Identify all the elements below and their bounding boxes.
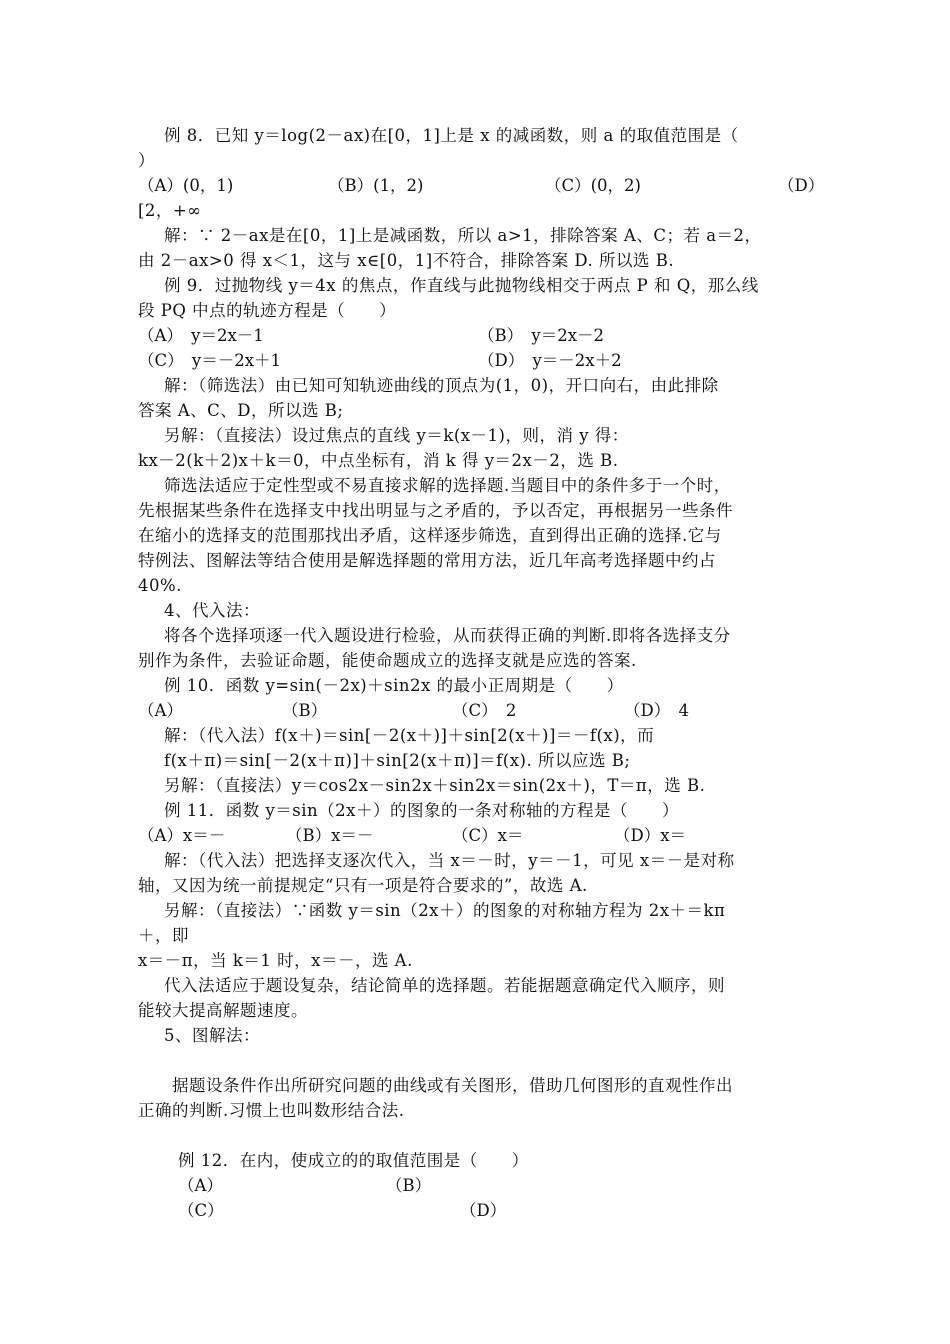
example-12-option-b: （B） bbox=[386, 1176, 432, 1195]
example-8-question-close: ） bbox=[138, 151, 155, 170]
example-11-alt-solution-2: ＋，即 bbox=[138, 926, 189, 945]
filter-method-summary-2: 先根据某些条件在选择支中找出明显与之矛盾的，予以否定，再根据另一些条件 bbox=[138, 501, 733, 520]
example-12-option-a: （A） bbox=[178, 1176, 223, 1195]
example-8-solution-2: 由 2－ax>0 得 x＜1，这与 x∈[0，1]不符合，排除答案 D. 所以选 B. bbox=[138, 251, 675, 270]
example-9-question-2: 段 PQ 中点的轨迹方程是（ ） bbox=[138, 301, 397, 320]
filter-method-summary-4: 特例法、图解法等结合使用是解选择题的常用方法，近几年高考选择题中约占 bbox=[138, 551, 716, 570]
example-8-question: 例 8．已知 y＝log(2－ax)在[0，1]上是 x 的减函数，则 a 的取值范围是（ bbox=[164, 126, 739, 145]
example-10-option-a: （A） bbox=[138, 701, 183, 720]
example-10-option-d: （D） 4 bbox=[624, 701, 689, 720]
section-heading-graphical: 5、图解法： bbox=[164, 1026, 260, 1045]
example-9-solution-2: 答案 A、C、D，所以选 B; bbox=[138, 401, 344, 420]
filter-method-summary-1: 筛选法适应于定性型或不易直接求解的选择题.当题目中的条件多于一个时， bbox=[164, 476, 731, 495]
substitution-intro-2: 别作为条件，去验证命题，能使命题成立的选择支就是应选的答案. bbox=[138, 651, 637, 670]
graphical-intro-2: 正确的判断.习惯上也叫数形结合法. bbox=[138, 1101, 405, 1120]
example-11-alt-solution-1: 另解：（直接法）∵函数 y＝sin（2x＋）的图象的对称轴方程为 2x＋＝kπ bbox=[164, 901, 726, 920]
substitution-summary-1: 代入法适应于题设复杂，结论简单的选择题。若能据题意确定代入顺序，则 bbox=[164, 976, 725, 995]
example-11-solution-2: 轴，又因为统一前提规定“只有一项是符合要求的”，故选 A. bbox=[138, 876, 588, 895]
substitution-summary-2: 能较大提高解题速度。 bbox=[138, 1001, 308, 1020]
section-heading-substitution: 4、代入法： bbox=[164, 601, 260, 620]
example-9-option-c: （C） y＝－2x＋1 bbox=[138, 351, 281, 370]
example-9-option-b: （B） y＝2x－2 bbox=[478, 326, 604, 345]
substitution-intro-1: 将各个选择项逐一代入题设进行检验，从而获得正确的判断.即将各选择支分 bbox=[164, 626, 731, 645]
example-9-option-a: （A） y＝2x－1 bbox=[138, 326, 264, 345]
example-11-alt-solution-3: x＝－π，当 k＝1 时，x＝－，选 A. bbox=[138, 951, 413, 970]
graphical-intro-1: 据题设条件作出所研究问题的曲线或有关图形，借助几何图形的直观性作出 bbox=[172, 1076, 733, 1095]
example-8-option-c: （C）(0，2) bbox=[545, 176, 641, 195]
example-8-option-d: （D） bbox=[778, 176, 825, 195]
example-8-solution-1: 解：∵ 2－ax是在[0，1]上是减函数，所以 a>1，排除答案 A、C；若 a＝2， bbox=[164, 226, 762, 245]
example-10-solution-2: f(x＋π)＝sin[－2(x＋π)]＋sin[2(x＋π)]＝f(x). 所以应选 B; bbox=[164, 751, 631, 770]
example-11-question: 例 11．函数 y＝sin（2x＋）的图象的一条对称轴的方程是（ ） bbox=[164, 801, 679, 820]
example-8-option-d-value: [2，+∞ bbox=[138, 201, 202, 220]
example-10-alt-solution: 另解：（直接法）y＝cos2x－sin2x＋sin2x＝sin(2x＋)，T＝π，选 B. bbox=[164, 776, 706, 795]
example-11-option-b: （B）x＝－ bbox=[286, 826, 374, 845]
example-11-solution-1: 解：（代入法）把选择支逐次代入，当 x＝－时，y＝－1，可见 x＝－是对称 bbox=[164, 851, 735, 870]
example-11-option-c: （C）x＝ bbox=[452, 826, 524, 845]
example-12-option-c: （C） bbox=[178, 1201, 224, 1220]
example-10-option-c: （C） 2 bbox=[452, 701, 517, 720]
example-11-option-a: （A）x＝－ bbox=[138, 826, 226, 845]
example-9-alt-solution-2: kx－2(k＋2)x＋k＝0，中点坐标有，消 k 得 y＝2x－2，选 B. bbox=[138, 451, 619, 470]
example-11-option-d: （D）x＝ bbox=[614, 826, 687, 845]
example-10-solution-1: 解：（代入法）f(x＋)＝sin[－2(x＋)]＋sin[2(x＋)]＝－f(x)，而 bbox=[164, 726, 655, 745]
example-8-option-a: （A）(0，1) bbox=[138, 176, 234, 195]
example-9-question-1: 例 9．过抛物线 y＝4x 的焦点，作直线与此抛物线相交于两点 P 和 Q，那么线 bbox=[164, 276, 759, 295]
example-9-alt-solution-1: 另解：（直接法）设过焦点的直线 y＝k(x－1)，则，消 y 得： bbox=[164, 426, 629, 445]
example-10-question: 例 10．函数 y=sin(－2x)＋sin2x 的最小正周期是（ ） bbox=[164, 676, 624, 695]
example-9-solution-1: 解：（筛选法）由已知可知轨迹曲线的顶点为(1，0)，开口向右，由此排除 bbox=[164, 376, 719, 395]
example-10-option-b: （B） bbox=[282, 701, 328, 720]
filter-method-summary-5: 40%. bbox=[138, 576, 182, 595]
example-12-option-d: （D） bbox=[460, 1201, 507, 1220]
example-9-option-d: （D） y＝－2x＋2 bbox=[478, 351, 622, 370]
filter-method-summary-3: 在缩小的选择支的范围那找出矛盾，这样逐步筛选，直到得出正确的选择.它与 bbox=[138, 526, 722, 545]
example-12-question: 例 12．在内，使成立的的取值范围是（ ） bbox=[178, 1151, 529, 1170]
example-8-option-b: （B）(1，2) bbox=[328, 176, 424, 195]
